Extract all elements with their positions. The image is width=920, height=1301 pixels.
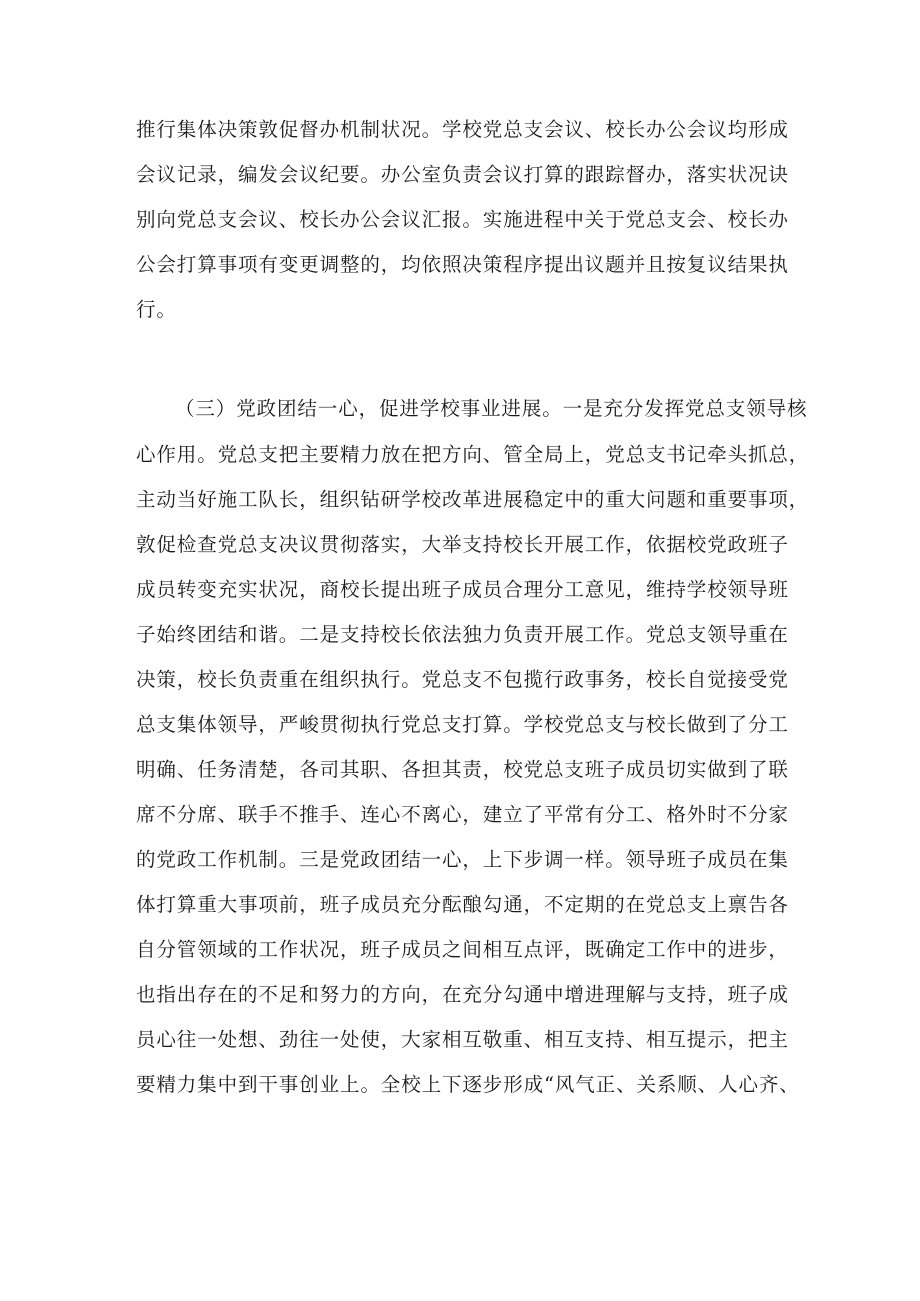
text-line: 会议记录，编发会议纪要。办公室负责会议打算的跟踪督办，落实状况诀 [136,163,789,186]
text-line: 也指出存在的不足和努力的方向，在充分勾通中增进理解与支持，班子成 [136,983,789,1006]
text-line: 成员转变充实状况，商校长提出班子成员合理分工意见，维持学校领导班 [136,578,789,601]
text-line: 体打算重大事项前，班子成员充分酝酿勾通，不定期的在党总支上禀告各 [136,893,789,916]
text-line: 心作用。党总支把主要精力放在把方向、管全局上，党总支书记牵头抓总， [136,443,810,466]
text-line: 员心往一处想、劲往一处使，大家相互敬重、相互支持、相互提示，把主 [136,1028,789,1051]
text-line: 行。 [136,298,177,321]
text-line: 决策，校长负责重在组织执行。党总支不包揽行政事务，校长自觉接受党 [136,668,789,691]
text-line: 总支集体领导，严峻贯彻执行党总支打算。学校党总支与校长做到了分工 [136,713,789,736]
text-line: 席不分席、联手不推手、连心不离心，建立了平常有分工、格外时不分家 [136,803,789,826]
text-line: 别向党总支会议、校长办公会议汇报。实施进程中关于党总支会、校长办 [136,208,789,231]
text-line: 主动当好施工队长，组织钻研学校改革进展稳定中的重大问题和重要事项， [136,488,810,511]
text-line: 敦促检查党总支决议贯彻落实，大举支持校长开展工作，依据校党政班子 [136,533,789,556]
text-line: 的党政工作机制。三是党政团结一心，上下步调一样。领导班子成员在集 [136,848,789,871]
text-line: 要精力集中到干事创业上。全校上下逐步形成“风气正、关系顺、人心齐、 [136,1073,800,1096]
text-line: 子始终团结和谐。二是支持校长依法独力负责开展工作。党总支领导重在 [136,623,789,646]
text-line: 明确、任务清楚，各司其职、各担其责，校党总支班子成员切实做到了联 [136,758,789,781]
text-line: 自分管领域的工作状况，班子成员之间相互点评，既确定工作中的进步， [136,938,789,961]
text-line: 公会打算事项有变更调整的，均依照决策程序提出议题并且按复议结果执 [136,253,789,276]
section-heading-line: （三）党政团结一心，促进学校事业进展。一是充分发挥党总支领导核 [175,397,808,420]
text-line: 推行集体决策敦促督办机制状况。学校党总支会议、校长办公会议均形成 [136,118,789,141]
